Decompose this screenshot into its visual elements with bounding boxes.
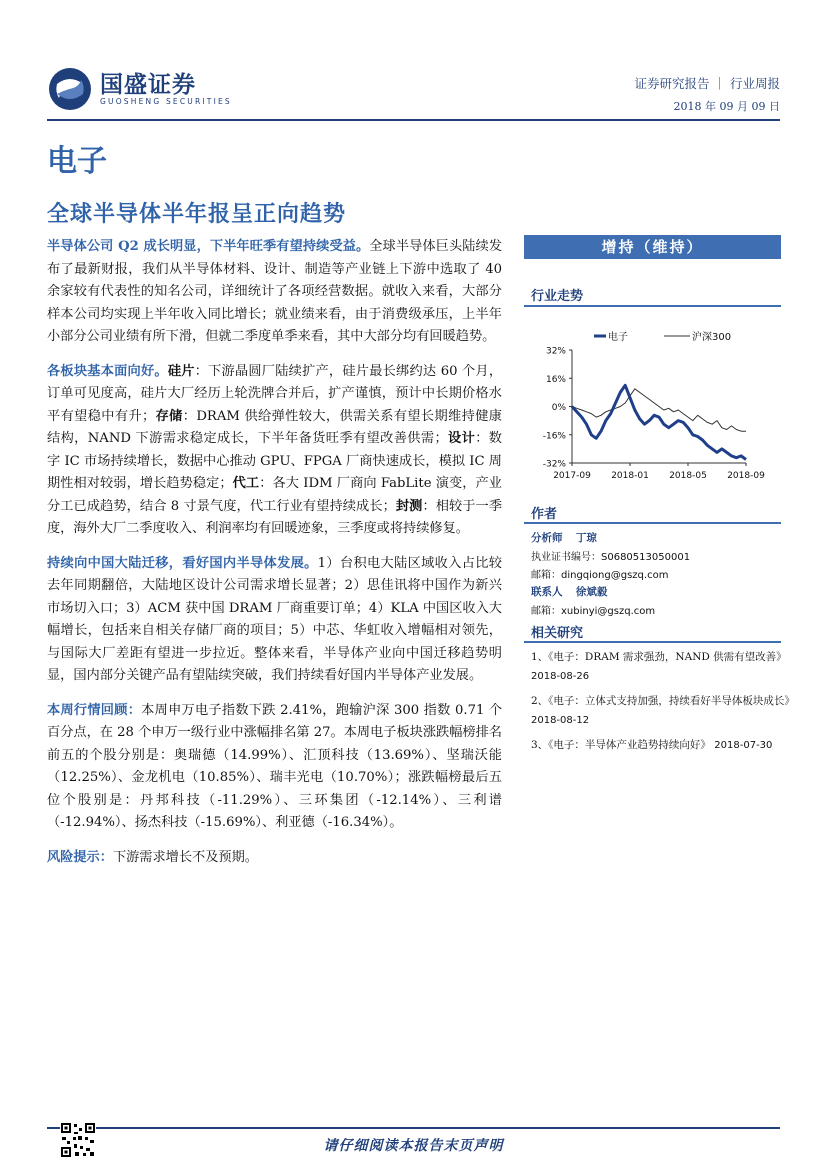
- analyst-line: [531, 530, 597, 545]
- paragraph-text: 1）台积电大陆区域收入占比较去年同期翻倍，大陆地区设计公司需求增长显著；2）思佳讯将中国作为新兴市场切入口；3）ACM 获中国 DRAM 厂商重要订单；4）KLA 中国区收入大幅增长，包括来自相关存储厂商的项目；5）中芯、华虹收入增幅相对领先，与国际大厂差距有望进一步拉近。整体来看，半导体产业向中国迁移趋势明显，国内部分关键产品有望陆续突破，我们持续看好国内半导体产业发展。: [47, 555, 502, 683]
- legend-label-electronics: 电子: [608, 332, 628, 343]
- analyst-name: 丁琼: [575, 532, 597, 544]
- paragraph-lead: 半导体公司 Q2 成长明显，下半年旺季有望持续受益。: [47, 239, 370, 254]
- series-line-csi300: [572, 389, 746, 431]
- chart-series: [572, 385, 746, 459]
- x-tick-label: 2018-09: [727, 471, 765, 481]
- keyword-design: 设计: [447, 431, 476, 446]
- paragraph-5: [47, 847, 502, 870]
- related-section-title: 相关研究: [531, 626, 584, 641]
- industry-title: 电子: [47, 144, 107, 179]
- paragraph-2: [47, 361, 502, 541]
- paragraph-lead: 风险提示：: [47, 849, 113, 865]
- report-type: 证券研究报告 ｜ 行业周报: [634, 76, 780, 91]
- keyword-silicon: 硅片: [167, 363, 195, 379]
- paragraph-text: ：数字 IC 市场持续增长，数据中心推动 GPU、FPGA 厂商快速成长，模拟 IC 周期性相对较弱，增长趋势稳定；: [47, 431, 502, 491]
- analyst-email[interactable]: 邮箱：dingqiong@gszq.com: [531, 570, 669, 581]
- keyword-foundry: 代工: [232, 476, 260, 491]
- trend-divider: [524, 305, 781, 307]
- analyst-cert: 执业证书编号：S0680513050001: [531, 552, 691, 563]
- y-tick-label: 32%: [545, 346, 566, 357]
- paragraph-text: 下游需求增长不及预期。: [112, 849, 258, 865]
- related-item-2-title[interactable]: 2、《电子：立体式支持加强，持续看好半导体板块成长》: [531, 695, 795, 707]
- industry-trend-chart: [524, 320, 781, 490]
- related-item-1-date: 2018-08-26: [531, 671, 590, 682]
- x-tick-label: 2018-05: [669, 471, 707, 481]
- brand-logo-icon: [47, 66, 93, 112]
- legend-label-csi300: 沪深300: [692, 332, 732, 343]
- contact-email[interactable]: 邮箱：xubinyi@gszq.com: [531, 606, 656, 617]
- x-tick-label: 2017-09: [553, 471, 591, 481]
- keyword-memory: 存储: [155, 408, 183, 424]
- x-tick-label: 2018-01: [611, 471, 649, 481]
- y-tick-label: -16%: [542, 431, 566, 442]
- report-headline: 全球半导体半年报呈正向趋势: [47, 201, 347, 227]
- trend-section-title: 行业走势: [531, 289, 584, 304]
- report-date: 2018 年 09 月 09 日: [673, 100, 780, 113]
- paragraph-lead: 持续向中国大陆迁移，看好国内半导体发展。: [47, 555, 318, 571]
- related-item-1-title[interactable]: 1、《电子：DRAM 需求强劲，NAND 供需有望改善》: [531, 651, 787, 663]
- analyst-label: 分析师: [531, 532, 563, 544]
- paragraph-4: [47, 700, 502, 835]
- paragraph-text: ：各大 IDM 厂商向 FabLite 演变，产业分工已成趋势，结合 8 寸景气度，代工行业有望持续成长；: [47, 476, 502, 514]
- paragraph-text: ：相较于一季度，海外大厂二季度收入、利润率均有回暖迹象，三季度或将持续修复。: [47, 498, 503, 536]
- contact-line: [531, 584, 607, 599]
- paragraph-text: 全球半导体巨头陆续发布了最新财报，我们从半导体材料、设计、制造等产业链上下游中选取了 40 余家较有代表性的知名公司，详细统计了各项经营数据。就收入来看，大部分样本公司均实现上半年收入同比增长；就业绩来看，由于消费级承压，上半年小部分公司业绩有所下滑，但就二季度单季来看，其中大部分均有回暖趋势。: [47, 239, 503, 344]
- chart-axes: [543, 347, 765, 482]
- keyword-packaging: 封测: [395, 498, 423, 514]
- paragraph-lead: 各板块基本面向好。: [47, 363, 168, 379]
- related-item-3-label: 3、《电子：半导体产业趋势持续向好》: [531, 739, 711, 751]
- contact-name: 徐斌毅: [575, 586, 608, 598]
- related-divider: [524, 641, 781, 643]
- footer-divider: [47, 1127, 780, 1129]
- main-body: [47, 236, 502, 881]
- paragraph-text: 本周申万电子指数下跌 2.41%，跑输沪深 300 指数 0.71 个百分点，在 28 个申万一级行业中涨幅排名第 27。本周电子板块涨跌幅榜排名前五的个股分别是：奥瑞德（14.99%）、汇顶科技（13.69%）、坚瑞沃能（12.25%）、金龙机电（10.85%）、瑞丰光电（10.70%）；涨跌幅榜最后五位个股别是：丹邦科技（-11.29%）、三环集团（-12.14%）、三利谱（-12.94%）、扬杰科技（-15.69%）、利亚德（-16.34%）。: [47, 702, 503, 830]
- y-tick-label: -32%: [542, 459, 566, 470]
- related-item-3-date: 2018-07-30: [714, 740, 773, 751]
- paragraph-lead: 本周行情回顾：: [47, 702, 142, 718]
- series-line-electronics: [572, 385, 746, 459]
- y-tick-label: 16%: [545, 374, 566, 385]
- brand-name: 国盛证券: [100, 72, 196, 98]
- rating-badge: 增持（维持）: [524, 235, 781, 259]
- paragraph-text: ：下游晶圆厂陆续扩产，硅片最长绑约达 60 个月，订单可见度高，硅片大厂经历上轮洗牌合并后，扩产谨慎，预计中长期价格水平有望稳中有升；: [47, 363, 503, 424]
- contact-label: 联系人: [531, 586, 563, 598]
- paragraph-3: [47, 553, 502, 688]
- related-item-2-date: 2018-08-12: [531, 715, 590, 726]
- paragraph-1: [47, 236, 502, 349]
- author-section-title: 作者: [531, 507, 558, 522]
- y-tick-label: 0%: [551, 403, 566, 413]
- author-divider: [524, 522, 781, 524]
- paragraph-text: ：DRAM 供给弹性较大，供需关系有望长期维持健康结构，NAND 下游需求稳定成长，下半年备货旺季有望改善供需；: [47, 408, 502, 446]
- related-item-3-title[interactable]: [531, 737, 772, 752]
- brand-subtitle: GUOSHENG SECURITIES: [100, 97, 232, 106]
- footer-disclaimer: 请仔细阅读本报告末页声明: [323, 1138, 504, 1154]
- header-divider: [47, 119, 780, 121]
